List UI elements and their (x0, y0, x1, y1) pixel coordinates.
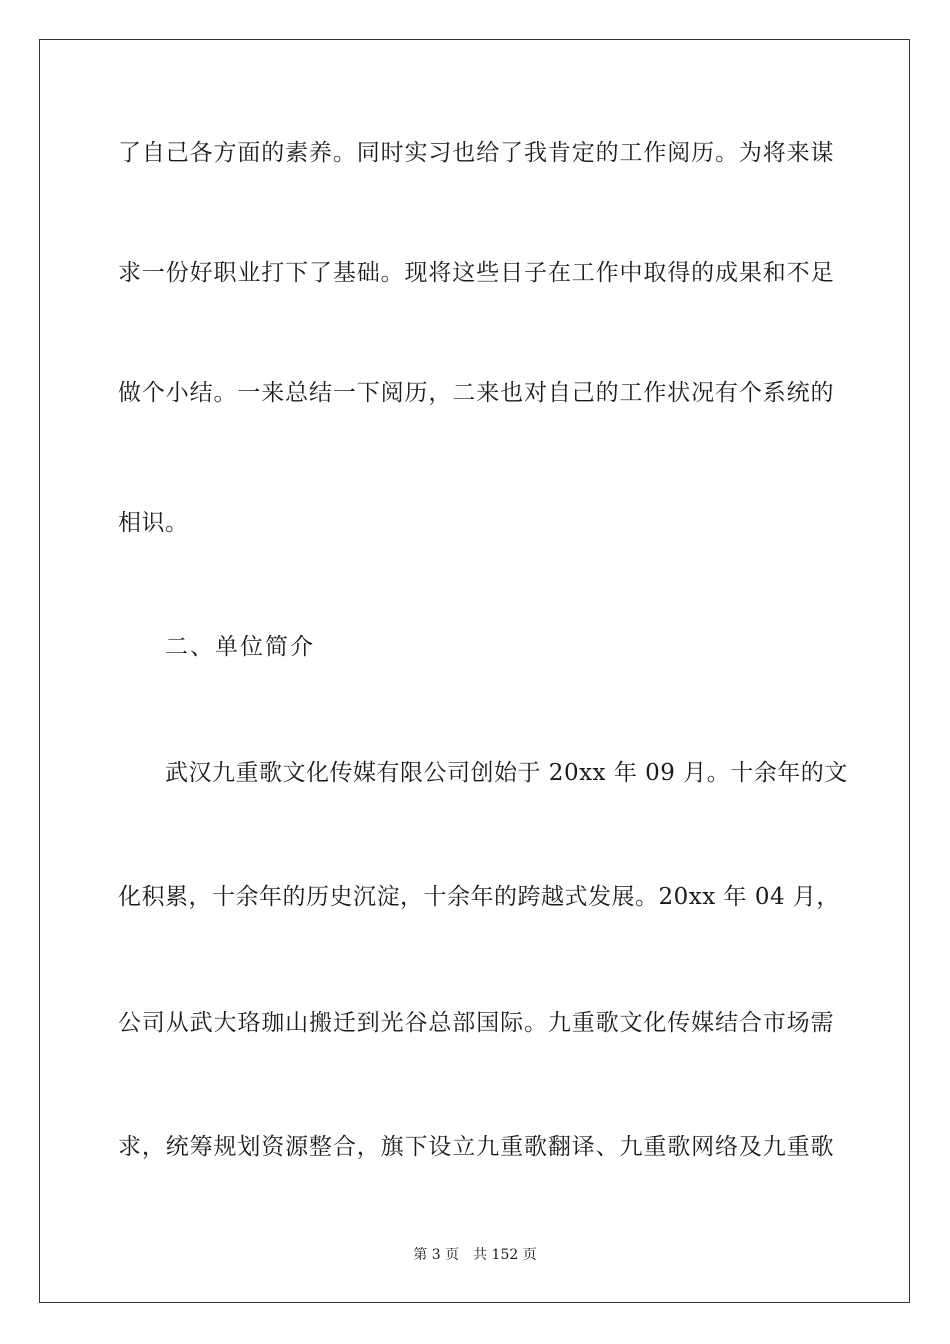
body-line-2: 求一份好职业打下了基础。现将这些日子在工作中取得的成果和不足 (118, 260, 834, 286)
body-line-3: 做个小结。一来总结一下阅历，二来也对自己的工作状况有个系统的 (118, 380, 834, 406)
total-pages: 共 152 页 (473, 1247, 537, 1263)
page-footer (0, 1246, 950, 1264)
page-border (39, 39, 910, 1303)
page-number: 第 3 页 (413, 1247, 460, 1263)
section-line-4: 求，统筹规划资源整合，旗下设立九重歌翻译、九重歌网络及九重歌 (118, 1134, 834, 1160)
section-line-3: 公司从武大珞珈山搬迁到光谷总部国际。九重歌文化传媒结合市场需 (118, 1010, 834, 1036)
body-line-1: 了自己各方面的素养。同时实习也给了我肯定的工作阅历。为将来谋 (118, 140, 834, 166)
body-line-4: 相识。 (118, 510, 189, 536)
section-line-1: 武汉九重歌文化传媒有限公司创始于 20xx 年 09 月。十余年的文 (165, 760, 848, 786)
section-line-2: 化积累，十余年的历史沉淀，十余年的跨越式发展。20xx 年 04 月， (118, 884, 840, 910)
section-heading: 二、单位简介 (165, 634, 315, 660)
